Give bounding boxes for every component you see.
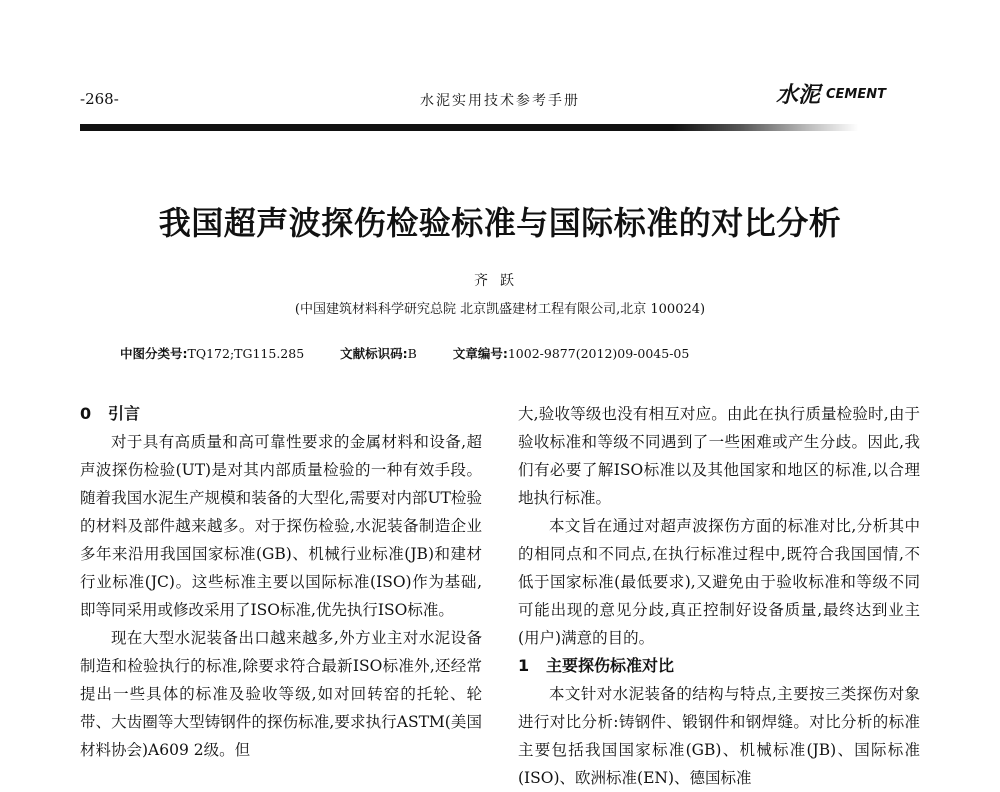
logo-text: 水泥: [776, 82, 821, 108]
paragraph: 本文针对水泥装备的结构与特点,主要按三类探伤对象进行对比分析:铸钢件、锻钢件和钢焊缝。对比分析的标准主要包括我国国家标准(GB)、机械标准(JB)、国际标准(ISO)、欧洲标准(EN)、德国标准: [518, 685, 920, 787]
page-number: -268-: [80, 90, 119, 108]
clc-value: TQ172;TG115.285: [187, 346, 305, 361]
journal-logo: [776, 78, 886, 109]
section-heading-introduction: [80, 400, 482, 428]
doc-code-label: 文献标识码:: [340, 346, 408, 361]
header-rule: [80, 124, 926, 131]
logo-latin: CEMENT: [826, 87, 887, 102]
affiliation: (中国建筑材料科学研究总院 北京凯盛建材工程有限公司,北京 100024): [294, 302, 706, 317]
doc-code-value: B: [407, 346, 417, 361]
section-heading-standards-comparison: [518, 652, 920, 680]
section-number: 0: [80, 404, 92, 423]
clc-label: 中图分类号:: [120, 346, 188, 361]
section-number: 1: [518, 656, 530, 675]
author: 齐跃: [474, 273, 526, 289]
article-number-label: 文章编号:: [452, 346, 508, 361]
left-column: [80, 400, 482, 764]
classification-line: [120, 344, 689, 362]
paragraph: 现在大型水泥装备出口越来越多,外方业主对水泥设备制造和检验执行的标准,除要求符合最新ISO标准外,还经常提出一些具体的标准及验收等级,如对回转窑的托轮、轮带、大齿圈等大型铸钢件的探伤标准,要求执行ASTM(美国材料协会)A609 2级。但: [80, 629, 482, 759]
paragraph: 对于具有高质量和高可靠性要求的金属材料和设备,超声波探伤检验(UT)是对其内部质量检验的一种有效手段。随着我国水泥生产规模和装备的大型化,需要对内部UT检验的材料及部件越来越多。对于探伤检验,水泥装备制造企业多年来沿用我国国家标准(GB)、机械行业标准(JB)和建材行业标准(JC)。这些标准主要以国际标准(ISO)作为基础,即等同采用或修改采用了ISO标准,优先执行ISO标准。: [80, 433, 482, 619]
right-column: [518, 400, 920, 792]
paper-title: 我国超声波探伤检验标准与国际标准的对比分析: [158, 204, 842, 242]
paragraph-continued: 大,验收等级也没有相互对应。由此在执行质量检验时,由于验收标准和等级不同遇到了一些困难或产生分歧。因此,我们有必要了解ISO标准以及其他国家和地区的标准,以合理地执行标准。: [518, 405, 920, 507]
section-title: 引言: [108, 404, 141, 423]
paragraph: 本文旨在通过对超声波探伤方面的标准对比,分析其中的相同点和不同点,在执行标准过程中,既符合我国国情,不低于国家标准(最低要求),又避免由于验收标准和等级不同可能出现的意见分歧,真正控制好设备质量,最终达到业主(用户)满意的目的。: [518, 517, 920, 647]
section-title: 主要探伤标准对比: [546, 656, 675, 675]
article-number-value: 1002-9877(2012)09-0045-05: [507, 346, 690, 361]
running-header-title: 水泥实用技术参考手册: [420, 93, 580, 109]
